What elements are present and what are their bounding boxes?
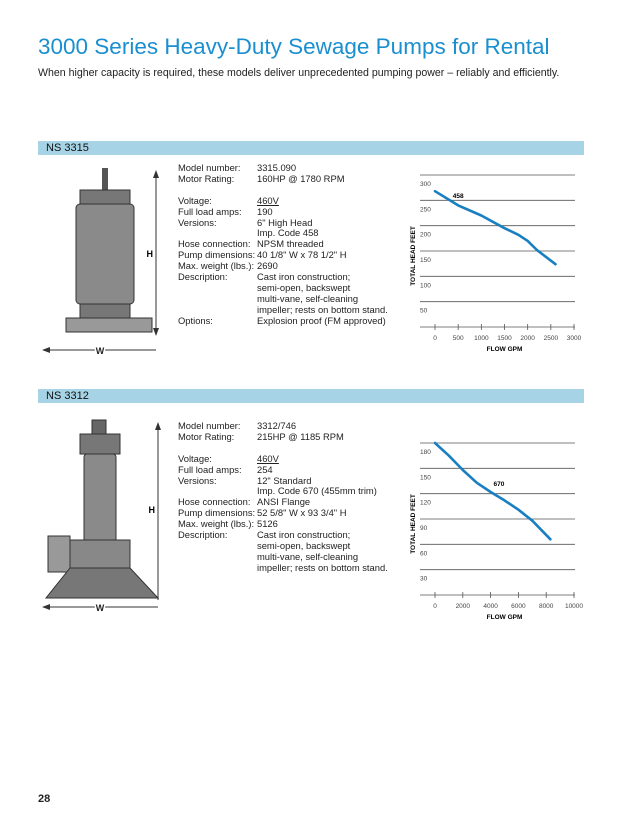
spec-value: 12" Standard xyxy=(257,474,312,486)
width-dimension-label: W xyxy=(95,346,105,356)
x-tick-label: 10000 xyxy=(564,603,584,610)
y-axis-label: TOTAL HEAD FEET xyxy=(410,226,417,286)
y-tick-label: 90 xyxy=(420,525,428,532)
spec-value: 40 1/8" W x 78 1/2" H xyxy=(257,249,347,261)
y-tick-label: 300 xyxy=(420,181,431,188)
spec-value: multi-vane, self-cleaning xyxy=(257,550,359,562)
spec-value: 160HP @ 1780 RPM xyxy=(257,172,345,184)
spec-label: Options: xyxy=(178,314,213,326)
spec-label: Model number: xyxy=(178,420,241,431)
x-tick-label: 0 xyxy=(433,335,437,342)
spec-row xyxy=(178,432,388,443)
y-tick-label: 150 xyxy=(420,474,431,482)
x-tick-label: 500 xyxy=(452,335,464,342)
spec-row xyxy=(178,454,388,465)
spec-value: 460V xyxy=(257,452,279,464)
pump-curve-670 xyxy=(435,443,550,539)
spec-label xyxy=(178,541,257,552)
spec-label: Versions: xyxy=(178,216,217,228)
x-tick-label: 2000 xyxy=(455,603,471,610)
section-header-ns3315: NS 3315 xyxy=(38,141,584,155)
pump-ns3315-illustration xyxy=(40,160,170,360)
spec-row xyxy=(178,174,388,185)
spec-label: Description: xyxy=(178,271,228,283)
spec-value: 2690 xyxy=(257,260,278,272)
spec-value: ANSI Flange xyxy=(257,496,311,508)
spec-value: Imp. Code 458 xyxy=(257,227,319,239)
spec-label: Voltage: xyxy=(178,452,212,464)
x-tick-label: 4000 xyxy=(483,603,498,610)
page-subtitle: When higher capacity is required, these models deliver unprecedented pumping power – reliably and efficiently. xyxy=(38,67,560,79)
specs-ns3312 xyxy=(178,421,388,574)
spec-value: 190 xyxy=(257,205,273,217)
spec-value: 460V xyxy=(257,194,279,206)
height-dimension-label: H xyxy=(146,249,153,259)
spec-row xyxy=(178,196,388,207)
y-tick-label: 120 xyxy=(420,499,431,507)
spec-value: 5126 xyxy=(257,518,278,530)
spec-label: Description: xyxy=(178,529,228,541)
page-number: 28 xyxy=(38,793,51,805)
spec-label: Max. weight (lbs.): xyxy=(178,518,255,530)
spec-row xyxy=(178,316,388,327)
spec-value: impeller; rests on bottom stand. xyxy=(257,303,388,315)
x-tick-label: 2500 xyxy=(543,335,559,342)
spec-value: Imp. Code 670 (455mm trim) xyxy=(257,485,377,497)
y-tick-label: 150 xyxy=(420,257,431,264)
spec-value: impeller; rests on bottom stand. xyxy=(257,561,388,573)
spec-value: 3315.090 xyxy=(257,162,297,173)
spec-label: Max. weight (lbs.): xyxy=(178,260,255,272)
performance-chart-ns3312 xyxy=(400,433,590,633)
spec-value: Cast iron construction; xyxy=(257,271,351,283)
spec-label: Hose connection: xyxy=(178,238,251,250)
spec-value: 254 xyxy=(257,463,273,475)
y-tick-label: 30 xyxy=(420,575,428,583)
spec-row xyxy=(178,563,388,574)
curve-label: 670 xyxy=(493,481,505,489)
y-tick-label: 180 xyxy=(420,449,431,456)
spec-value: multi-vane, self-cleaning xyxy=(257,292,359,304)
spec-value: 3312/746 xyxy=(257,420,297,431)
spec-value: semi-open, backswept xyxy=(257,539,351,551)
x-tick-label: 1000 xyxy=(474,335,489,342)
spec-label: Full load amps: xyxy=(178,463,242,475)
spec-label xyxy=(178,563,257,574)
x-axis-label: FLOW GPM xyxy=(486,346,523,353)
spec-label: Pump dimensions: xyxy=(178,249,256,261)
spec-value: NPSM threaded xyxy=(257,238,324,250)
specs-ns3315 xyxy=(178,163,388,327)
spec-value: semi-open, backswept xyxy=(257,281,351,293)
x-tick-label: 3000 xyxy=(566,335,582,342)
spec-label: Full load amps: xyxy=(178,205,242,217)
spec-value: Explosion proof (FM approved) xyxy=(257,314,386,326)
x-tick-label: 2000 xyxy=(520,335,535,342)
spec-label: Voltage: xyxy=(178,194,212,206)
curve-label: 458 xyxy=(452,192,464,200)
pump-ns3312-illustration xyxy=(40,410,170,620)
page-title: 3000 Series Heavy-Duty Sewage Pumps for Rental xyxy=(38,34,550,59)
x-tick-label: 6000 xyxy=(511,603,526,610)
x-axis-label: FLOW GPM xyxy=(486,614,523,621)
spec-value: 6" High Head xyxy=(257,216,313,228)
y-axis-label: TOTAL HEAD FEET xyxy=(410,494,417,554)
y-tick-label: 250 xyxy=(420,206,431,214)
x-tick-label: 8000 xyxy=(538,603,554,610)
spec-label xyxy=(178,294,257,305)
spec-label xyxy=(178,283,257,294)
x-tick-label: 0 xyxy=(433,603,437,610)
y-tick-label: 50 xyxy=(420,307,428,315)
spec-value: Cast iron construction; xyxy=(257,529,351,541)
section-header-ns3312: NS 3312 xyxy=(38,389,584,403)
spec-value: 52 5/8" W x 93 3/4" H xyxy=(257,507,347,519)
y-tick-label: 200 xyxy=(420,231,431,239)
spec-label: Model number: xyxy=(178,162,241,173)
spec-label: Motor Rating: xyxy=(178,172,235,184)
x-tick-label: 1500 xyxy=(497,335,512,342)
spec-row xyxy=(178,207,388,218)
spec-label: Pump dimensions: xyxy=(178,507,256,519)
y-tick-label: 60 xyxy=(420,550,428,558)
spec-label: Motor Rating: xyxy=(178,430,235,442)
y-tick-label: 100 xyxy=(420,282,431,290)
height-dimension-label: H xyxy=(148,505,155,515)
pump-curve-458 xyxy=(435,191,556,264)
spec-row xyxy=(178,465,388,476)
spec-label xyxy=(178,552,257,563)
spec-label: Versions: xyxy=(178,474,217,486)
width-dimension-label: W xyxy=(95,603,105,613)
performance-chart-ns3315 xyxy=(400,165,590,365)
spec-value: 215HP @ 1185 RPM xyxy=(257,430,344,442)
spec-label: Hose connection: xyxy=(178,496,251,508)
